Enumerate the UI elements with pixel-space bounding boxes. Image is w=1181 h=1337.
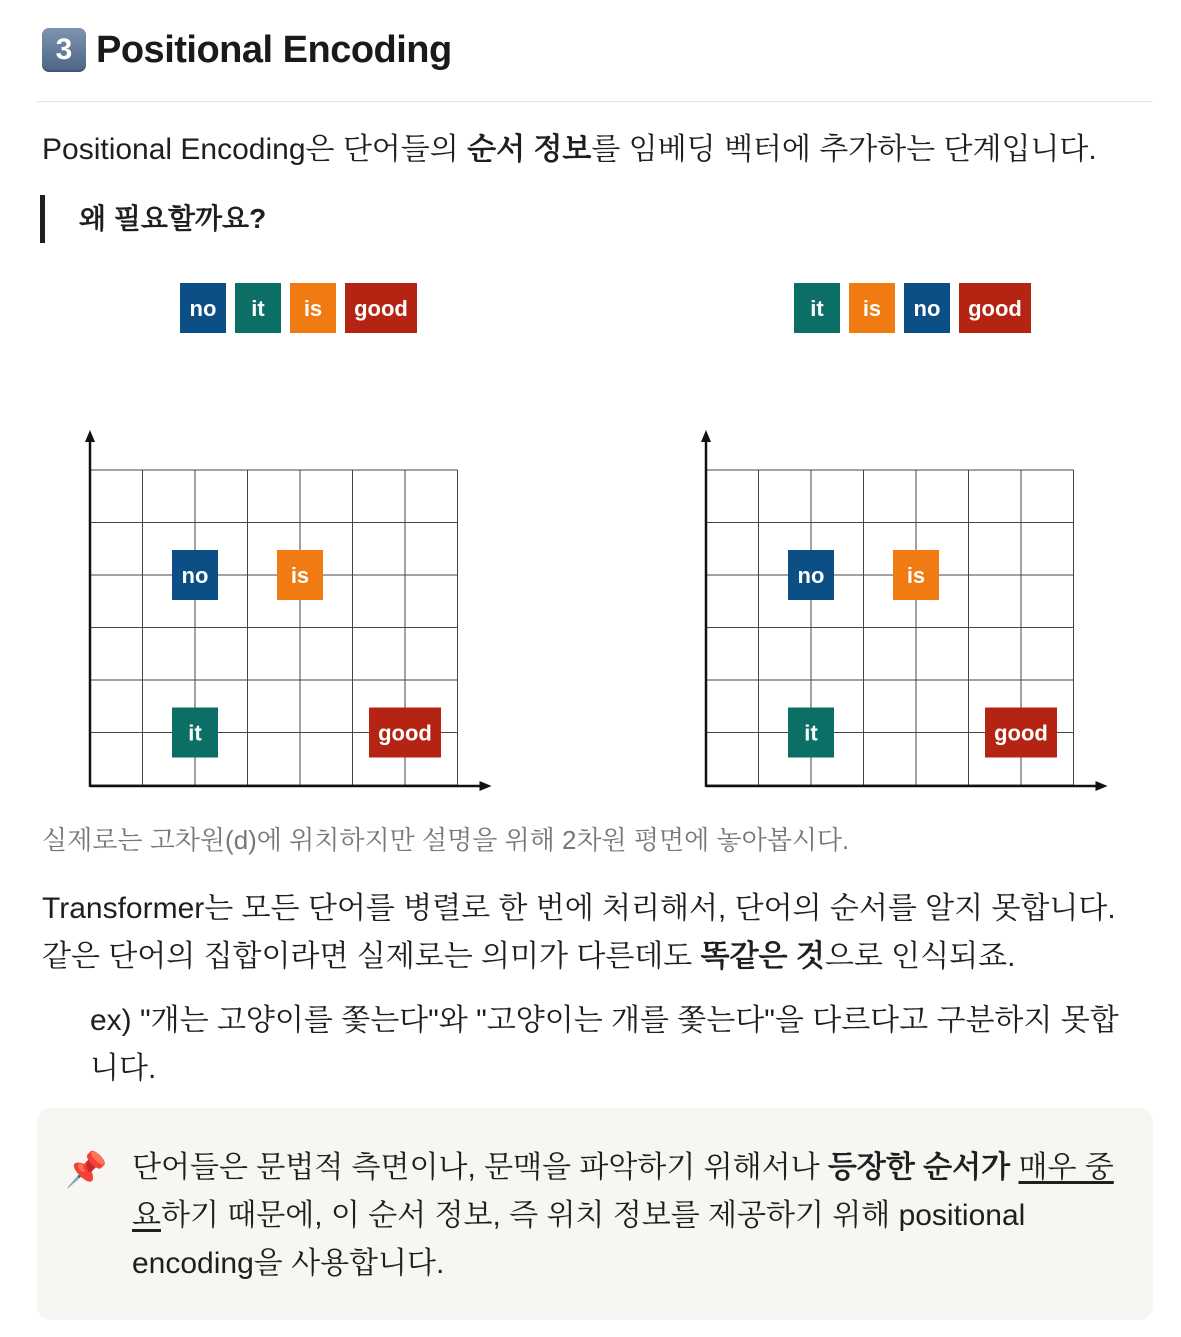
left-sequence-no-label: no (189, 296, 217, 321)
positional-encoding-figure (40, 262, 1140, 807)
right-point-is-label: is (906, 563, 926, 588)
section-heading (42, 28, 452, 72)
right-sequence-is-label: is (862, 296, 882, 321)
right-point-it-label: it (804, 720, 818, 746)
left-x-arrow-icon (480, 781, 492, 791)
intro-paragraph: Positional Encoding은 단어들의 순서 정보를 임베딩 벡터에 추가하는 단계입니다. (42, 133, 1097, 166)
left-point-it-label: it (188, 720, 202, 746)
left-point-good-label: good (378, 720, 432, 746)
left-y-arrow-icon (85, 430, 95, 442)
number-badge-icon: 3 (42, 28, 86, 72)
right-point-good-label: good (994, 720, 1048, 746)
callout-text: 단어들은 문법적 측면이나, 문맥을 파악하기 위해서나 등장한 순서가 매우 중요하기 때문에, 이 순서 정보, 즉 위치 정보를 제공하기 위해 positional encoding을 사용합니다. (132, 1151, 1114, 1280)
right-point-no-label: no (797, 563, 825, 588)
right-sequence-it-label: it (810, 296, 824, 321)
left-sequence-it-label: it (251, 296, 265, 321)
right-y-arrow-icon (701, 430, 711, 442)
pushpin-icon: 📌 (65, 1151, 108, 1189)
transformer-paragraph: Transformer는 모든 단어를 병렬로 한 번에 처리해서, 단어의 순서를 알지 못합니다. 같은 단어의 집합이라면 실제로는 의미가 다른데도 똑같은 것으로 인식되죠. (42, 892, 1116, 973)
left-point-no-label: no (181, 563, 209, 588)
page-title: Positional Encoding (96, 28, 452, 71)
callout-box (37, 1108, 1153, 1320)
example-paragraph: ex) "개는 고양이를 쫓는다"와 "고양이는 개를 쫓는다"을 다르다고 구분하지 못합니다. (90, 1004, 1119, 1085)
divider (37, 101, 1153, 102)
left-sequence-good-label: good (354, 296, 408, 321)
right-sequence-no-label: no (913, 296, 941, 321)
right-x-arrow-icon (1096, 781, 1108, 791)
figure-caption: 실제로는 고차원(d)에 위치하지만 설명을 위해 2차원 평면에 놓아봅시다. (42, 825, 850, 855)
left-point-is-label: is (290, 563, 310, 588)
right-sequence-good-label: good (968, 296, 1022, 321)
left-sequence-is-label: is (303, 296, 323, 321)
quote-block: 왜 필요할까요? (40, 195, 266, 243)
